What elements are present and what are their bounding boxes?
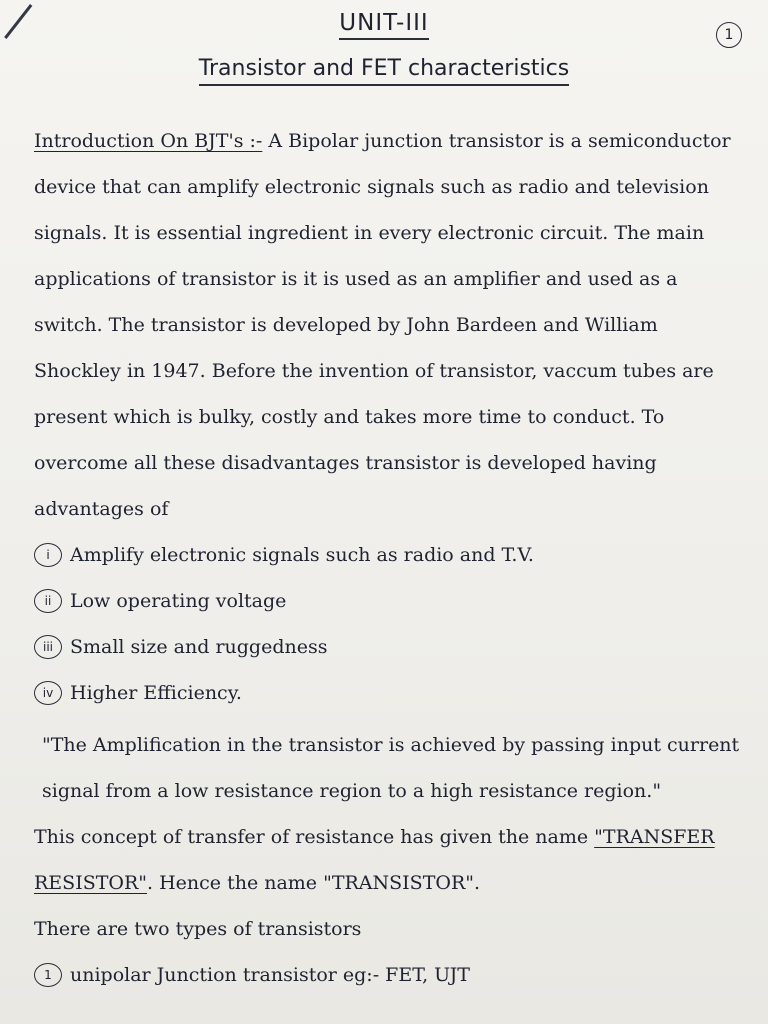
list-item: [34, 952, 750, 998]
list-marker: ii: [34, 589, 62, 613]
list-item: [34, 670, 750, 716]
list-marker: i: [34, 543, 62, 567]
types-intro: There are two types of transistors: [34, 918, 362, 940]
intro-paragraph: [34, 118, 750, 532]
list-marker: iv: [34, 681, 62, 705]
list-item-text: Higher Efficiency.: [70, 682, 242, 704]
list-marker: iii: [34, 635, 62, 659]
chapter-title: [0, 56, 768, 86]
unit-heading: [0, 10, 768, 40]
chapter-title-text: Transistor and FET characteristics: [199, 56, 569, 86]
transfer-resistor-term: "TRANSFER RESISTOR": [34, 826, 715, 894]
concept-text-before: This concept of transfer of resistance has given the name: [34, 826, 595, 848]
list-item-text: Amplify electronic signals such as radio and T.V.: [70, 544, 534, 566]
advantages-list: [34, 532, 750, 716]
concept-paragraph: [34, 814, 750, 906]
intro-text: A Bipolar junction transistor is a semiconductor device that can amplify electronic signals such as radio and television signals. It is essential ingredient in every electronic circuit. The main applications of transistor is it is used as an amplifier and used as a switch. The transistor is developed by John Bardeen and William Shockley in 1947. Before the invention of transistor, vaccum tubes are present which is bulky, costly and takes more time to conduct. To overcome all these disadvantages transistor is developed having advantages of: [34, 130, 731, 520]
list-item: [34, 532, 750, 578]
page-number: 1: [716, 22, 742, 48]
concept-text-after: .: [474, 872, 481, 894]
unit-label: UNIT-III: [339, 10, 428, 40]
list-item: [34, 624, 750, 670]
list-item: [34, 578, 750, 624]
list-marker: 1: [34, 963, 62, 987]
amplification-quote: "The Amplification in the transistor is achieved by passing input current signal from a low resistance region to a high resistance region.": [42, 734, 740, 802]
transistor-term: "TRANSISTOR": [323, 872, 474, 894]
list-item-text: Small size and ruggedness: [70, 636, 328, 658]
notes-body: [34, 118, 750, 998]
list-item-text: Low operating voltage: [70, 590, 287, 612]
intro-heading: Introduction On BJT's :-: [34, 130, 263, 152]
types-section: [34, 906, 750, 998]
list-item-text: unipolar Junction transistor eg:- FET, UJT: [70, 964, 470, 986]
concept-text-middle: . Hence the name: [147, 872, 324, 894]
